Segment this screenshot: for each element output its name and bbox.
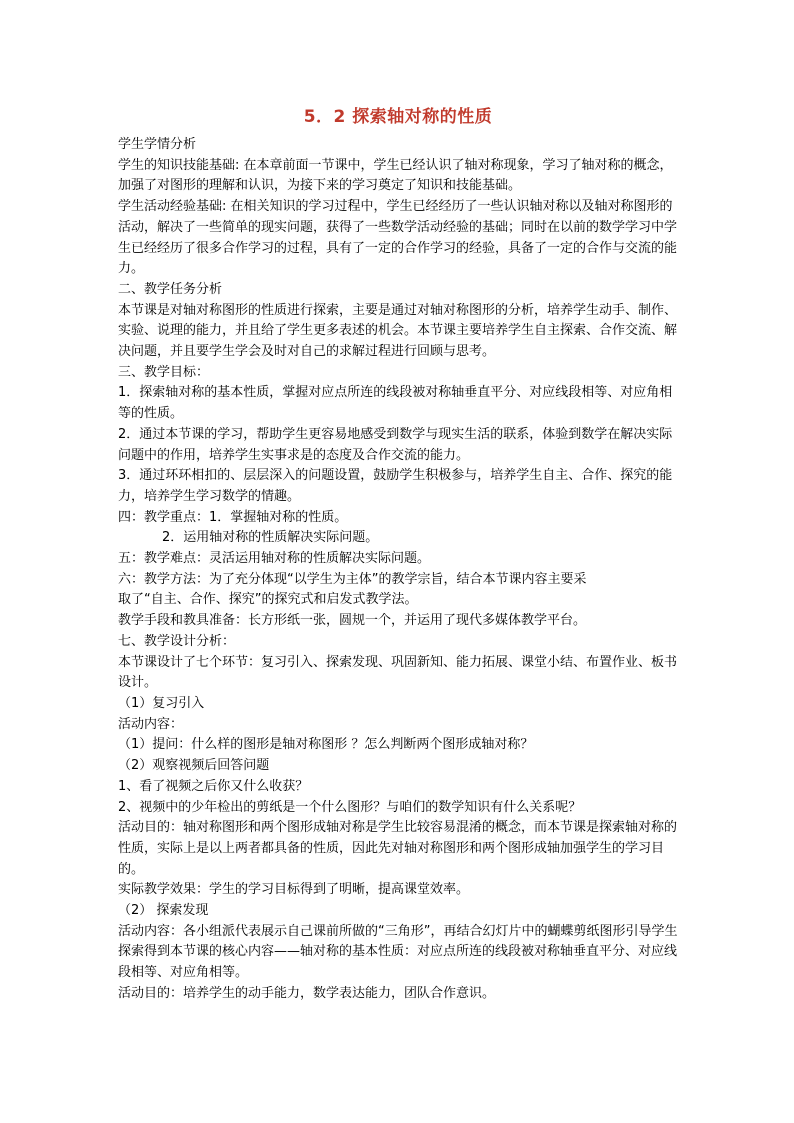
section-heading: 学生学情分析 bbox=[118, 137, 197, 152]
paragraph: 活动目的：培养学生的动手能力，数学表达能力，团队合作意识。 bbox=[118, 985, 496, 1001]
paragraph: 活动目的：轴对称图形和两个图形成轴对称是学生比较容易混淆的概念，而本节课是探索轴对称的性质，实际上是以上两者都具备的性质，因此先对轴对称图形和两个图形成轴加强学生的学习目的。 bbox=[118, 820, 678, 877]
list-item: 1．探索轴对称的基本性质，掌握对应点所连的线段被对称轴垂直平分、对应线段相等、对应角相等的性质。 bbox=[118, 385, 673, 422]
section-heading: 四：教学重点：1．掌握轴对称的性质。 bbox=[118, 509, 348, 525]
paragraph: 本节课设计了七个环节：复习引入、探索发现、巩固新知、能力拓展、课堂小结、布置作业、板书设计。 bbox=[118, 654, 678, 691]
paragraph: 六：教学方法：为了充分体现“以学生为主体”的教学宗旨，结合本节课内容主要采 bbox=[118, 571, 587, 587]
paragraph: 活动内容： bbox=[118, 716, 184, 732]
paragraph: 取了“自主、合作、探究”的探究式和启发式教学法。 bbox=[118, 592, 418, 608]
subsection-heading: （2） 探索发现 bbox=[118, 903, 209, 919]
paragraph: 教学手段和教具准备：长方形纸一张，圆规一个，并运用了现代多媒体教学平台。 bbox=[118, 613, 587, 629]
list-item: 3．通过环环相扣的、层层深入的问题设置，鼓励学生积极参与，培养学生自主、合作、探究的能力，培养学生学习数学的情趣。 bbox=[118, 468, 673, 504]
document-page bbox=[118, 104, 678, 1005]
section-heading: 三、教学目标： bbox=[118, 364, 210, 380]
paragraph: 学生活动经验基础: 在相关知识的学习过程中，学生已经经历了一些认识轴对称以及轴对称图形的活动，解决了一些简单的现实问题，获得了一些数学活动经验的基础；同时在以前的数学学习中学生已经经历了很多合作学习的过程，具有了一定的合作学习的经验，具备了一定的合作与交流的能力。 bbox=[118, 199, 678, 277]
paragraph: 学生的知识技能基础: 在本章前面一节课中，学生已经认识了轴对称现象，学习了轴对称的概念，加强了对图形的理解和认识，为接下来的学习奠定了知识和技能基础。 bbox=[118, 157, 673, 194]
list-item: 2．运用轴对称的性质解决实际问题。 bbox=[162, 530, 379, 546]
paragraph: 活动内容：各小组派代表展示自己课前所做的“三角形”，再结合幻灯片中的蝴蝶剪纸图形引导学生探索得到本节课的核心内容——轴对称的基本性质：对应点所连的线段被对称轴垂直平分、对应线段相等、对应角相等。 bbox=[118, 923, 678, 981]
list-item: 2、视频中的少年检出的剪纸是一个什么图形？与咱们的数学知识有什么关系呢？ bbox=[118, 799, 582, 815]
paragraph: 本节课是对轴对称图形的性质进行探索，主要是通过对轴对称图形的分析，培养学生动手、制作、实验、说理的能力，并且给了学生更多表述的机会。本节课主要培养学生自主探索、合作交流、解决问题，并且要学生学会及时对自己的求解过程进行回顾与思考。 bbox=[118, 302, 678, 360]
list-item: （1）提问：什么样的图形是轴对称图形 ？怎么判断两个图形成轴对称？ bbox=[118, 737, 534, 753]
list-item: （2）观察视频后回答问题 bbox=[118, 758, 270, 774]
section-heading: 二、教学任务分析 bbox=[118, 281, 223, 297]
list-item: 2．通过本节课的学习，帮助学生更容易地感受到数学与现实生活的联系，体验到数学在解决实际问题中的作用，培养学生实事求是的态度及合作交流的能力。 bbox=[118, 426, 673, 463]
subsection-heading: （1）复习引入 bbox=[118, 695, 205, 711]
paragraph: 实际教学效果：学生的学习目标得到了明晰，提高课堂效率。 bbox=[118, 882, 470, 898]
document-title: 5．2 探索轴对称的性质 bbox=[303, 107, 493, 127]
paragraph: 五：教学难点：灵活运用轴对称的性质解决实际问题。 bbox=[118, 551, 431, 567]
section-heading: 七、教学设计分析： bbox=[118, 633, 236, 649]
list-item: 1、看了视频之后你又什么收获？ bbox=[118, 778, 309, 794]
